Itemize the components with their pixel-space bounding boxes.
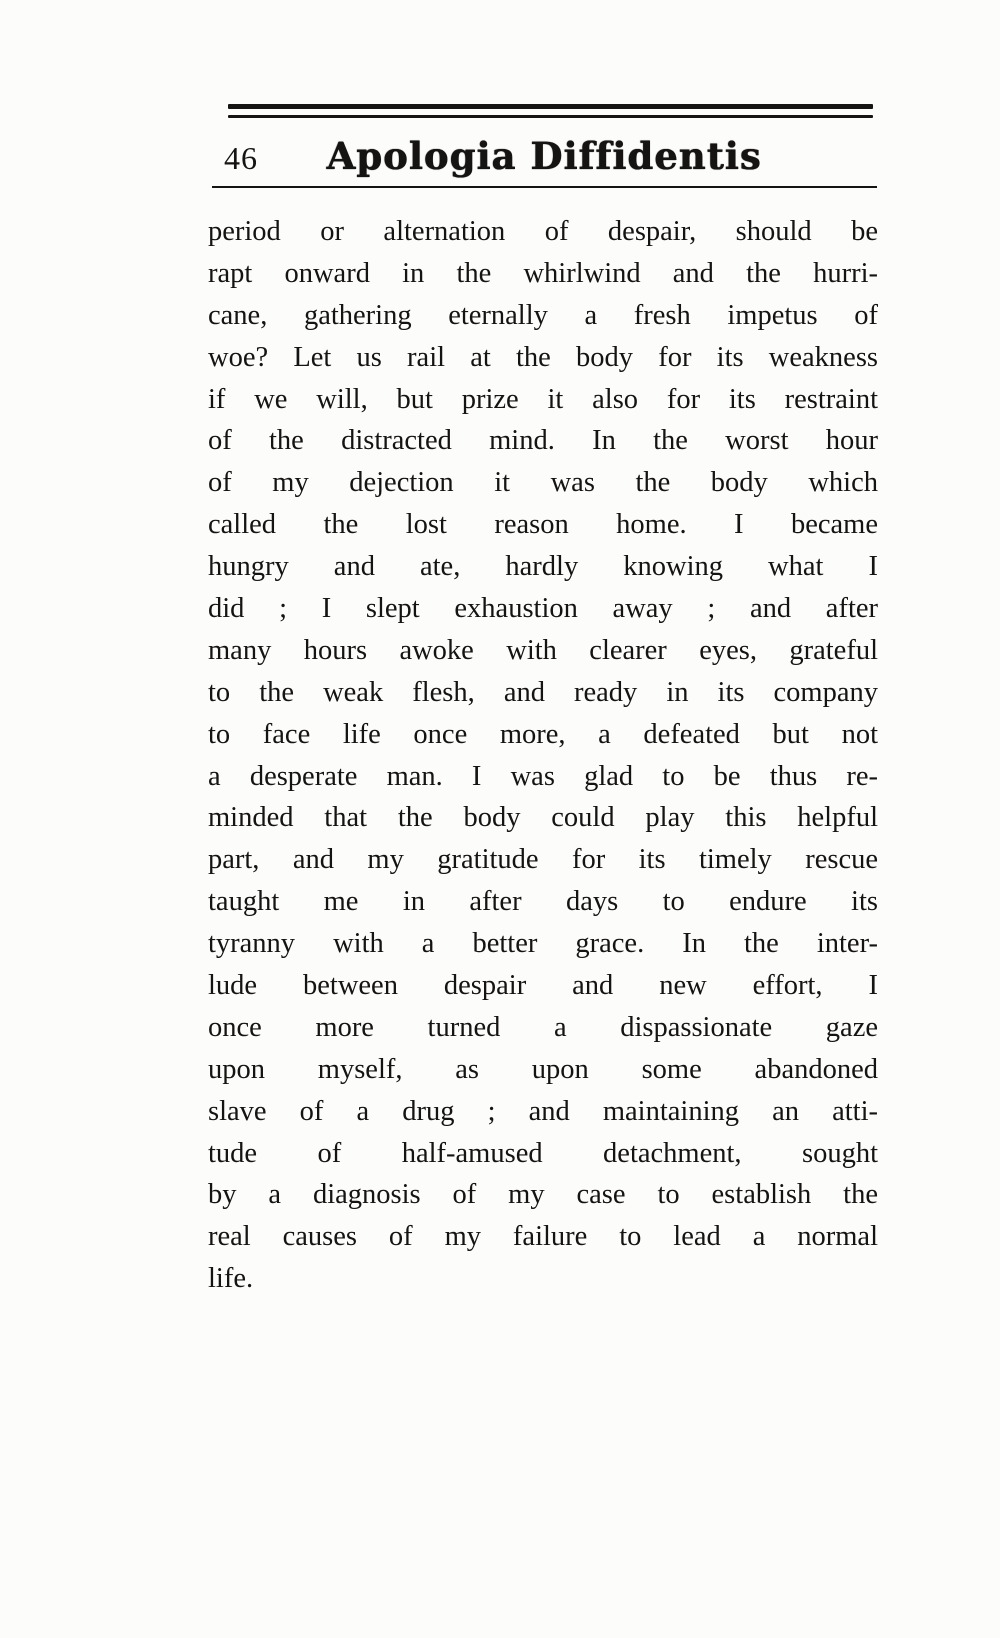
text-line: part, and my gratitude for its timely rescue [208,844,878,876]
text-line: period or alternation of despair, should be [208,216,878,247]
text-line: lude between despair and new effort, I [208,970,878,1002]
text-line: of the distracted mind. In the worst hour [208,425,878,457]
page-header [210,134,878,186]
text-line: to the weak flesh, and ready in its company [208,676,878,708]
text-line: tyranny with a better grace. In the inter- [208,928,878,960]
text-line: tude of half-amused detachment, sought [208,1137,878,1169]
running-title: Apologia Diffidentis [326,134,762,178]
text-line: slave of a drug ; and maintaining an atti- [208,1095,878,1127]
text-line: taught me in after days to endure its [208,886,878,918]
text-line: called the lost reason home. I became [208,509,878,541]
text-line: hungry and ate, hardly knowing what I [208,551,878,583]
text-line: cane, gathering eternally a fresh impetus of [208,299,878,331]
top-double-rule [228,104,873,118]
text-line: real causes of my failure to lead a normal [208,1221,878,1253]
text-line: by a diagnosis of my case to establish the [208,1179,878,1211]
top-rule-thin [228,115,873,118]
text-line: upon myself, as upon some abandoned [208,1053,878,1085]
text-line: if we will, but prize it also for its restraint [208,383,878,415]
text-line: rapt onward in the whirlwind and the hurri- [208,257,878,289]
text-line: life. [208,1263,254,1295]
page-number: 46 [224,140,258,176]
header-rule [212,186,877,188]
text-line: a desperate man. I was glad to be thus re- [208,760,878,792]
text-line: of my dejection it was the body which [208,467,878,499]
text-line: once more turned a dispassionate gaze [208,1011,878,1043]
top-rule-thick [228,104,873,109]
text-line: many hours awoke with clearer eyes, grateful [208,634,878,666]
text-line: woe? Let us rail at the body for its weakness [208,341,878,373]
text-line: minded that the body could play this helpful [208,802,878,834]
text-line: did ; I slept exhaustion away ; and after [208,593,878,625]
text-line: to face life once more, a defeated but not [208,718,878,750]
body-text [208,211,878,1300]
